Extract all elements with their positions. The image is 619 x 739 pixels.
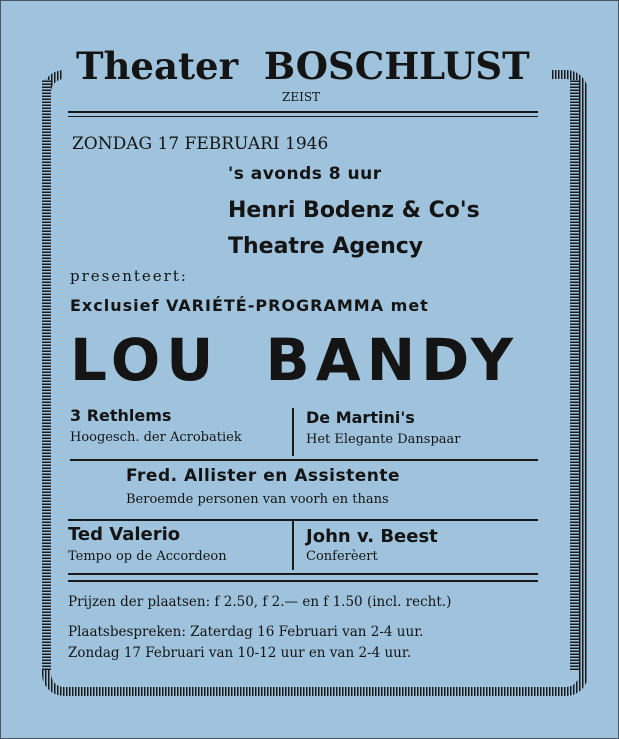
- act-description: Tempo op de Accordeon: [68, 549, 227, 564]
- column-divider: [292, 520, 294, 570]
- event-date: ZONDAG 17 FEBRUARI 1946: [72, 134, 329, 154]
- agency-line-1: Henri Bodenz & Co's: [228, 198, 480, 223]
- title-boschlust: BOSCHLUST: [263, 44, 530, 88]
- headliner: LOU BANDY: [70, 326, 520, 394]
- city: ZEIST: [282, 90, 321, 104]
- presents-label: presenteert:: [70, 267, 188, 285]
- divider: [68, 519, 538, 521]
- divider: [68, 116, 538, 117]
- act-description: Het Elegante Danspaar: [306, 432, 461, 447]
- act-name: John v. Beest: [306, 526, 438, 547]
- act-description: Hoogesch. der Acrobatiek: [70, 430, 242, 445]
- act-name: 3 Rethlems: [70, 406, 172, 425]
- act-description: Conferèert: [306, 549, 378, 564]
- theater-title: [76, 44, 530, 88]
- agency-line-2: Theatre Agency: [228, 234, 424, 259]
- prices: Prijzen der plaatsen: f 2.50, f 2.— en f 1.50 (incl. recht.): [68, 594, 452, 610]
- booking-line-2: Zondag 17 Februari van 10-12 uur en van 2-4 uur.: [68, 645, 412, 661]
- event-time: 's avonds 8 uur: [228, 164, 382, 184]
- divider: [70, 459, 538, 461]
- divider: [68, 111, 538, 113]
- act-name: Fred. Allister en Assistente: [126, 466, 401, 486]
- act-name: De Martini's: [306, 408, 415, 427]
- title-theater: Theater: [76, 44, 239, 88]
- divider: [68, 580, 538, 582]
- column-divider: [292, 408, 294, 456]
- frame-right-edge: [570, 80, 579, 670]
- booking-line-1: Plaatsbespreken: Zaterdag 16 Februari van 2-4 uur.: [68, 624, 424, 640]
- act-description: Beroemde personen van voorh en thans: [126, 492, 389, 507]
- program-line: Exclusief VARIÉTÉ-PROGRAMMA met: [70, 296, 429, 315]
- divider: [68, 573, 538, 575]
- frame-left-edge: [42, 80, 51, 670]
- act-name: Ted Valerio: [68, 524, 181, 545]
